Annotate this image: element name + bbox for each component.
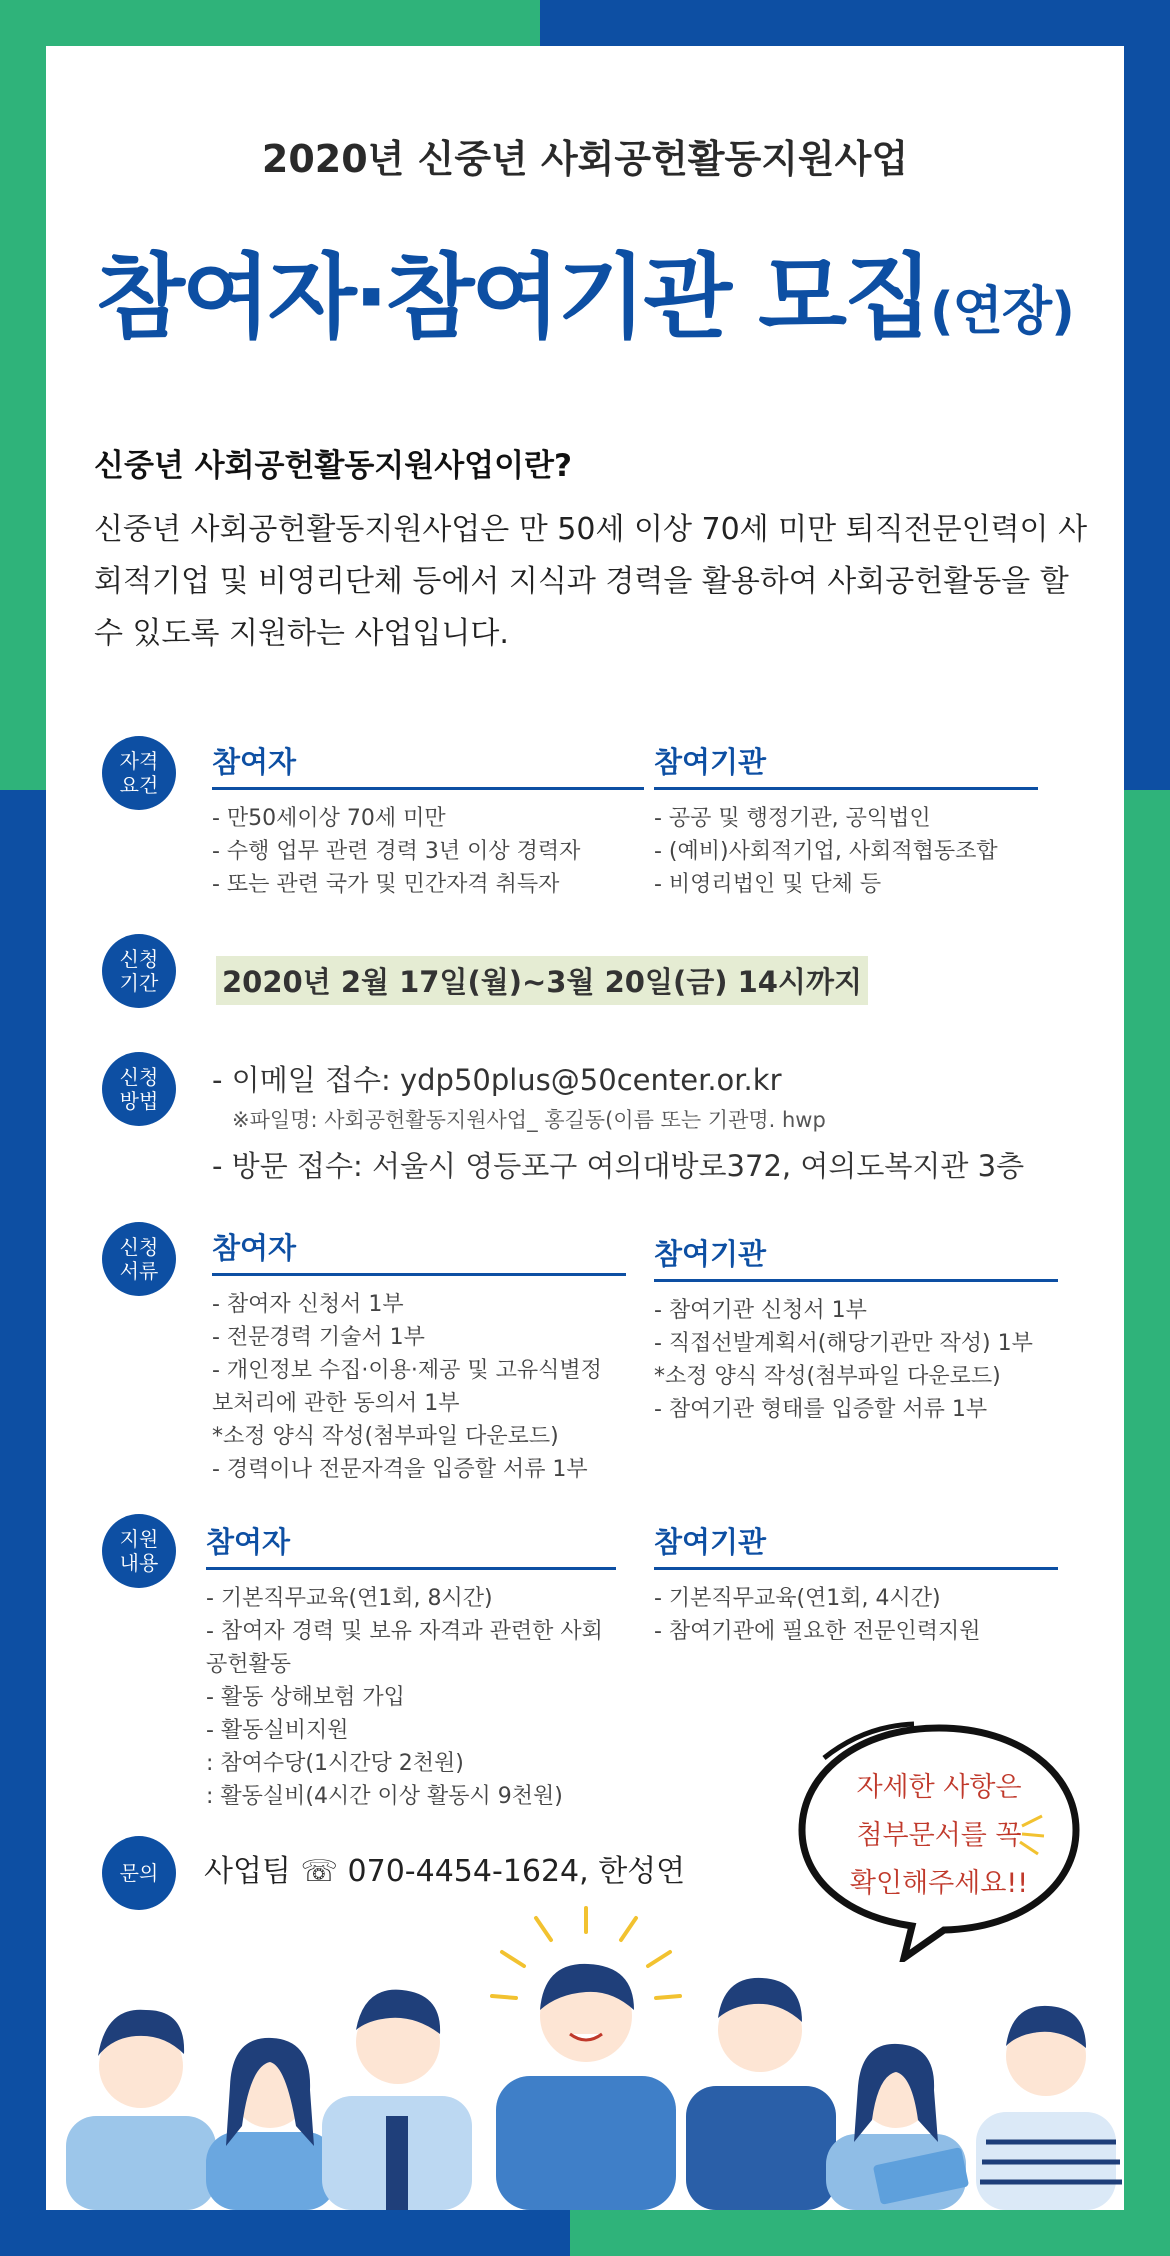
poster-subtitle: 2020년 신중년 사회공헌활동지원사업 — [261, 137, 909, 181]
support-institution — [654, 1520, 1058, 1648]
badge-period-label: 신청 기간 — [119, 947, 159, 995]
support-institution-list: - 기본직무교육(연1회, 4시간) - 참여기관에 필요한 전문인력지원 — [654, 1586, 981, 1644]
bubble-line-1: 자세한 사항은 — [856, 1772, 1022, 1803]
support-institution-title: 참여기관 — [654, 1520, 1058, 1570]
badge-support-label: 지원 내용 — [119, 1527, 159, 1575]
bubble-text — [794, 1764, 1084, 1908]
badge-documents — [102, 1222, 176, 1296]
badge-method — [102, 1052, 176, 1126]
badge-contact-label: 문의 — [119, 1861, 159, 1885]
documents-participant-title: 참여자 — [212, 1226, 626, 1276]
documents-participant — [212, 1226, 626, 1486]
badge-method-label: 신청 방법 — [119, 1065, 159, 1113]
poster-title — [46, 224, 1124, 356]
method-email: - 이메일 접수: ydp50plus@50center.or.kr — [212, 1063, 782, 1097]
eligibility-institution-title: 참여기관 — [654, 740, 1038, 790]
badge-eligibility — [102, 736, 176, 810]
badge-support — [102, 1514, 176, 1588]
contact-info: 사업팀 ☏ 070-4454-1624, 한성연 — [204, 1854, 686, 1889]
badge-documents-label: 신청 서류 — [119, 1235, 159, 1283]
documents-institution-list: - 참여기관 신청서 1부 - 직접선발계획서(해당기관만 작성) 1부 *소정 양식 작성(첨부파일 다운로드) - 참여기관 형태를 입증할 서류 1부 — [654, 1298, 1033, 1422]
application-period: 2020년 2월 17일(월)~3월 20일(금) 14시까지 — [216, 956, 868, 1005]
person-4 — [496, 1964, 676, 2210]
support-participant-title: 참여자 — [206, 1520, 616, 1570]
documents-participant-list: - 참여자 신청서 1부 - 전문경력 기술서 1부 - 개인정보 수집·이용·제공 및 고유식별정 보처리에 관한 동의서 1부 *소정 양식 작성(첨부파일 다운로드) - 경력이나 전문자격을 입증할 서류 1부 — [212, 1292, 602, 1482]
method-filename-note: ※파일명: 사회공헌활동지원사업_ 홍길동(이름 또는 기관명. hwp — [232, 1108, 826, 1132]
badge-period — [102, 934, 176, 1008]
eligibility-participant-list: - 만50세이상 70세 미만 - 수행 업무 관련 경력 3년 이상 경력자 - 또는 관련 국가 및 민간자격 취득자 — [212, 806, 581, 897]
person-6 — [826, 2044, 969, 2210]
background-green-bottom — [570, 2210, 1170, 2256]
bubble-line-2: 첨부문서를 꼭 — [856, 1820, 1022, 1851]
people-illustration-icon — [46, 1906, 1124, 2210]
intro-question: 신중년 사회공헌활동지원사업이란? — [94, 448, 572, 484]
poster-title-suffix: (연장) — [929, 282, 1074, 342]
support-participant-list: - 기본직무교육(연1회, 8시간) - 참여자 경력 및 보유 자격과 관련한 사회 공헌활동 - 활동 상해보험 가입 - 활동실비지원 : 참여수당(1시간당 2천원) : 활동실비(4시간 이상 활동시 9천원) — [206, 1586, 603, 1809]
documents-institution-title: 참여기관 — [654, 1232, 1058, 1282]
person-7 — [976, 2006, 1122, 2210]
person-3 — [322, 1990, 472, 2210]
person-5 — [686, 1978, 836, 2210]
bubble-line-3: 확인해주세요!! — [849, 1868, 1029, 1899]
badge-eligibility-label: 자격 요건 — [119, 749, 159, 797]
poster-title-main: 참여자·참여기관 모집 — [96, 244, 930, 351]
eligibility-institution — [654, 740, 1038, 901]
support-participant — [206, 1520, 616, 1813]
eligibility-participant-title: 참여자 — [212, 740, 644, 790]
intro-body: 신중년 사회공헌활동지원사업은 만 50세 이상 70세 미만 퇴직전문인력이 사회적기업 및 비영리단체 등에서 지식과 경력을 활용하여 사회공헌활동을 할 수 있도록 지원하는 사업입니다. — [94, 512, 1088, 651]
documents-institution — [654, 1232, 1058, 1426]
eligibility-institution-list: - 공공 및 행정기관, 공익법인 - (예비)사회적기업, 사회적협동조합 - 비영리법인 및 단체 등 — [654, 806, 998, 897]
badge-contact — [102, 1836, 176, 1910]
poster-card — [46, 46, 1124, 2210]
person-1 — [66, 2010, 216, 2210]
method-visit: - 방문 접수: 서울시 영등포구 여의대방로372, 여의도복지관 3층 — [212, 1149, 1025, 1183]
person-2 — [206, 2038, 336, 2210]
eligibility-participant — [212, 740, 644, 901]
